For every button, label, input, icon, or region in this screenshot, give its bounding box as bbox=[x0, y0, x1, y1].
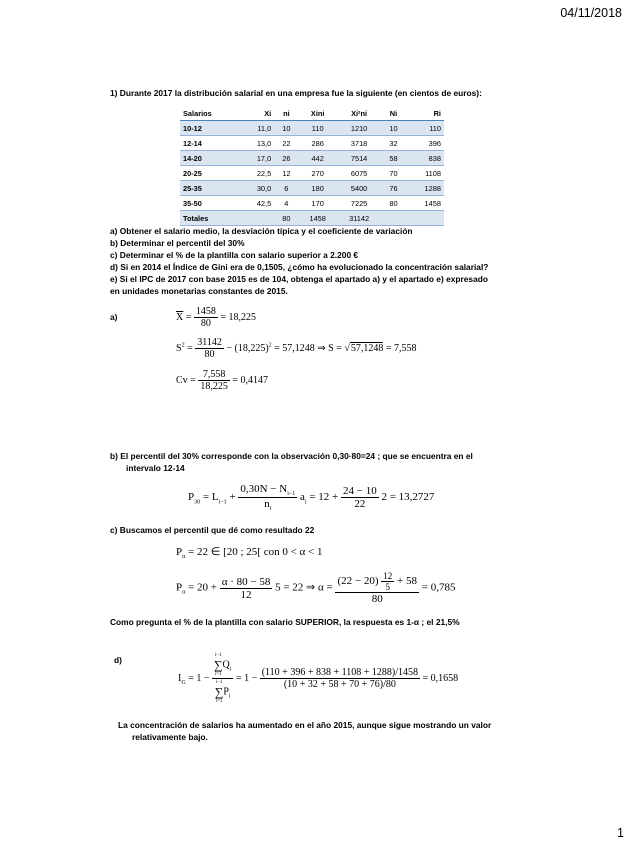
table-cell: 1210 bbox=[337, 121, 381, 136]
table-row bbox=[180, 166, 444, 181]
table-cell bbox=[239, 211, 274, 226]
table-cell: 180 bbox=[299, 181, 337, 196]
table-row bbox=[180, 136, 444, 151]
table-cell: 58 bbox=[381, 151, 405, 166]
alpha-num2d: + 58 bbox=[394, 575, 417, 588]
table-cell: 26 bbox=[274, 151, 298, 166]
question-c: c) Determinar el % de la plantilla con salario superior a 2.200 € bbox=[110, 250, 359, 260]
answer-c-conclusion: Como pregunta el % de la plantilla con salario SUPERIOR, la respuesta es 1-α ; el 21,5% bbox=[110, 617, 460, 627]
table-row bbox=[180, 181, 444, 196]
table-header: Xi bbox=[239, 106, 274, 121]
table-cell: 80 bbox=[381, 196, 405, 211]
table-cell: 25-35 bbox=[180, 181, 239, 196]
percentile-formula bbox=[188, 483, 434, 512]
alpha-condition-text: = 22 ∈ [20 ; 25[ con 0 < α < 1 bbox=[185, 546, 323, 558]
answer-c-line1: c) Buscamos el percentil que dé como resultado 22 bbox=[110, 525, 315, 535]
answer-b-line1: b) El percentil del 30% corresponde con la observación 0,30·80=24 ; que se encuentra en el bbox=[110, 451, 473, 461]
cv-denominator: 18,225 bbox=[200, 381, 228, 392]
table-cell: 11,0 bbox=[239, 121, 274, 136]
table-cell: 1288 bbox=[406, 181, 444, 196]
variance-denominator: 80 bbox=[204, 349, 215, 360]
answer-a-label: a) bbox=[110, 312, 118, 322]
table-cell: 110 bbox=[299, 121, 337, 136]
table-cell: 7225 bbox=[337, 196, 381, 211]
distribution-table bbox=[180, 106, 444, 226]
alpha-f2-symbol: P bbox=[176, 581, 183, 594]
table-cell: 42,5 bbox=[239, 196, 274, 211]
percentile-eq: = L bbox=[200, 491, 219, 504]
slide-date: 04/11/2018 bbox=[560, 6, 622, 20]
question-e: e) Si el IPC de 2017 con base 2015 es de 104, obtenga el apartado a) y el apartado e) expresado bbox=[110, 274, 488, 284]
gini-result: = 0,1658 bbox=[422, 672, 459, 684]
gini-symbol: I bbox=[178, 672, 182, 684]
cv-symbol: Cv = bbox=[176, 374, 196, 386]
table-header: ni bbox=[274, 106, 298, 121]
gini-formula bbox=[178, 652, 458, 705]
table-row bbox=[180, 121, 444, 136]
table-header: Xini bbox=[299, 106, 337, 121]
alpha-num2c: 5 bbox=[385, 582, 391, 592]
table-cell: 12 bbox=[274, 166, 298, 181]
alpha-formula bbox=[176, 571, 455, 605]
alpha-numerator: α · 80 − 58 bbox=[221, 575, 271, 588]
answer-d-label: d) bbox=[114, 655, 122, 665]
table-totals-row bbox=[180, 211, 444, 226]
table-cell: 13,0 bbox=[239, 136, 274, 151]
table-cell: 31142 bbox=[337, 211, 381, 226]
table-header: Ri bbox=[406, 106, 444, 121]
problem-statement: 1) Durante 2017 la distribución salarial en una empresa fue la siguiente (en cientos de euros): bbox=[110, 88, 482, 98]
percentile-fraction bbox=[238, 483, 297, 512]
question-d: d) Si en 2014 el Índice de Gini era de 0,1505, ¿cómo ha evolucionado la concentración salarial? bbox=[110, 262, 489, 272]
gini-p: P bbox=[223, 686, 229, 698]
gini-q: Q bbox=[222, 659, 230, 671]
gini-numerator: (110 + 396 + 838 + 1108 + 1288)/1458 bbox=[261, 667, 418, 678]
mean-formula: $\overline{X}$ = $\frac{1458}{80}$ = 18,225 bbox=[176, 306, 257, 329]
table-header: Ni bbox=[381, 106, 405, 121]
table-cell: 1458 bbox=[299, 211, 337, 226]
gini-mid: = 1 − bbox=[235, 672, 260, 684]
table-cell: 270 bbox=[299, 166, 337, 181]
variance-fraction bbox=[195, 337, 224, 360]
table-cell bbox=[381, 211, 405, 226]
table-cell: 838 bbox=[406, 151, 444, 166]
gini-sub: G bbox=[181, 679, 186, 686]
table-cell: 22,5 bbox=[239, 166, 274, 181]
gini-sum-bottom: i=1 bbox=[214, 672, 222, 677]
table-cell: 32 bbox=[381, 136, 405, 151]
cv-formula bbox=[176, 369, 268, 392]
gini-sum-bottom-2: i=1 bbox=[215, 699, 223, 704]
table-cell: 10 bbox=[274, 121, 298, 136]
std-dev-result: = 7,558 bbox=[383, 342, 417, 354]
table-cell: 10 bbox=[381, 121, 405, 136]
variance-formula: $S^2$ = $\frac{31142}{80}$ − $(18,225)^2 = 57,1248$ ⇒ S = √57,1248 = 7,558 bbox=[176, 337, 417, 360]
percentile-den-sub: i bbox=[269, 506, 272, 513]
gini-fraction bbox=[260, 667, 420, 690]
table-cell: 5400 bbox=[337, 181, 381, 196]
table-cell: 76 bbox=[381, 181, 405, 196]
table-cell: 22 bbox=[274, 136, 298, 151]
percentile-denominator: n bbox=[264, 498, 270, 511]
table-cell: 7514 bbox=[337, 151, 381, 166]
percentile-numerator-2: 24 − 10 bbox=[342, 485, 377, 498]
table-cell: 17,0 bbox=[239, 151, 274, 166]
table-cell: Totales bbox=[180, 211, 239, 226]
table-cell: 396 bbox=[406, 136, 444, 151]
table-cell: 35-50 bbox=[180, 196, 239, 211]
alpha-p-symbol: P bbox=[176, 546, 183, 558]
mean-denominator: 80 bbox=[200, 318, 211, 329]
alpha-condition bbox=[176, 545, 323, 560]
percentile-l-sub: i−1 bbox=[218, 499, 227, 506]
variance-result: = 57,1248 ⇒ S = bbox=[274, 342, 345, 354]
percentile-a-sub: i bbox=[304, 499, 307, 506]
variance-square: 2 bbox=[268, 342, 272, 349]
percentile-sub: 30 bbox=[194, 499, 201, 506]
table-cell: 170 bbox=[299, 196, 337, 211]
table-cell: 6 bbox=[274, 181, 298, 196]
alpha-mid: 5 = 22 ⇒ α = bbox=[275, 581, 336, 594]
percentile-plus: + bbox=[226, 491, 239, 504]
cv-result: = 0,4147 bbox=[232, 374, 268, 386]
variance-numerator: 31142 bbox=[197, 337, 222, 348]
table-cell: 6075 bbox=[337, 166, 381, 181]
percentile-num-sub: i−1 bbox=[287, 491, 296, 498]
answer-d-conclusion-cont: relativamente bajo. bbox=[132, 732, 208, 742]
table-cell: 12-14 bbox=[180, 136, 239, 151]
gini-q-sub: i bbox=[229, 666, 232, 673]
table-cell: 30,0 bbox=[239, 181, 274, 196]
table-header: Xi²ni bbox=[337, 106, 381, 121]
gini-sum-top-2: i−1 bbox=[215, 680, 223, 685]
mean-result: = 18,225 bbox=[220, 311, 257, 323]
variance-mean-term: − (18,225) bbox=[226, 342, 269, 354]
table-cell: 286 bbox=[299, 136, 337, 151]
table-cell: 20-25 bbox=[180, 166, 239, 181]
alpha-num2b: 12 bbox=[383, 571, 393, 581]
table-row bbox=[180, 196, 444, 211]
table-row bbox=[180, 151, 444, 166]
alpha-p-sub: α bbox=[182, 554, 186, 561]
percentile-a: a bbox=[300, 491, 305, 504]
table-header-row bbox=[180, 106, 444, 121]
question-b: b) Determinar el percentil del 30% bbox=[110, 238, 245, 248]
answer-d-conclusion: La concentración de salarios ha aumentado en el año 2015, aunque sigue mostrando un valor bbox=[118, 720, 492, 730]
percentile-mid: = 12 + bbox=[306, 491, 341, 504]
variance-root: 57,1248 bbox=[350, 342, 384, 354]
variance-symbol: S bbox=[176, 342, 182, 354]
mean-symbol: $\overline{X}$ bbox=[176, 311, 184, 323]
percentile-result: 2 = 13,2727 bbox=[381, 491, 435, 504]
table-cell: 442 bbox=[299, 151, 337, 166]
alpha-fraction-2 bbox=[335, 571, 419, 605]
percentile-numerator: 0,30N − N bbox=[240, 483, 288, 495]
mean-fraction bbox=[194, 306, 218, 329]
table-cell: 110 bbox=[406, 121, 444, 136]
alpha-result: = 0,785 bbox=[421, 581, 456, 594]
table-cell: 70 bbox=[381, 166, 405, 181]
table-header: Salarios bbox=[180, 106, 239, 121]
table-cell: 4 bbox=[274, 196, 298, 211]
gini-start: = 1 − bbox=[185, 672, 212, 684]
alpha-f2-start: = 20 + bbox=[185, 581, 220, 594]
percentile-symbol: P bbox=[188, 491, 195, 504]
mean-numerator: 1458 bbox=[195, 306, 216, 317]
question-a: a) Obtener el salario medio, la desviación típica y el coeficiente de variación bbox=[110, 226, 413, 236]
table-cell: 1458 bbox=[406, 196, 444, 211]
table-cell: 1108 bbox=[406, 166, 444, 181]
gini-sum-top: i−1 bbox=[214, 653, 222, 658]
alpha-denominator-2: 80 bbox=[371, 593, 383, 605]
gini-p-sub: i bbox=[228, 693, 231, 700]
question-e-cont: en unidades monetarias constantes de 2015. bbox=[110, 286, 288, 296]
percentile-denominator-2: 22 bbox=[354, 498, 366, 511]
alpha-denominator: 12 bbox=[240, 588, 252, 601]
page-number: 1 bbox=[617, 826, 624, 840]
cv-fraction bbox=[198, 369, 230, 392]
table-cell: 3718 bbox=[337, 136, 381, 151]
alpha-num2a: (22 − 20) bbox=[337, 575, 379, 588]
alpha-fraction bbox=[220, 576, 273, 601]
alpha-f2-sub: α bbox=[182, 589, 186, 596]
percentile-fraction-2 bbox=[341, 485, 379, 510]
gini-sum-fraction: i−1 ∑ i=1 $Q_i$ i−1 ∑ i=1 $P_i$ bbox=[213, 653, 232, 704]
table-cell: 80 bbox=[274, 211, 298, 226]
table-cell: 10-12 bbox=[180, 121, 239, 136]
answer-b-line2: intervalo 12-14 bbox=[126, 463, 185, 473]
table-cell: 14-20 bbox=[180, 151, 239, 166]
table-cell bbox=[406, 211, 444, 226]
gini-denominator: (10 + 32 + 58 + 70 + 76)/80 bbox=[283, 679, 396, 690]
cv-numerator: 7,558 bbox=[198, 369, 230, 381]
